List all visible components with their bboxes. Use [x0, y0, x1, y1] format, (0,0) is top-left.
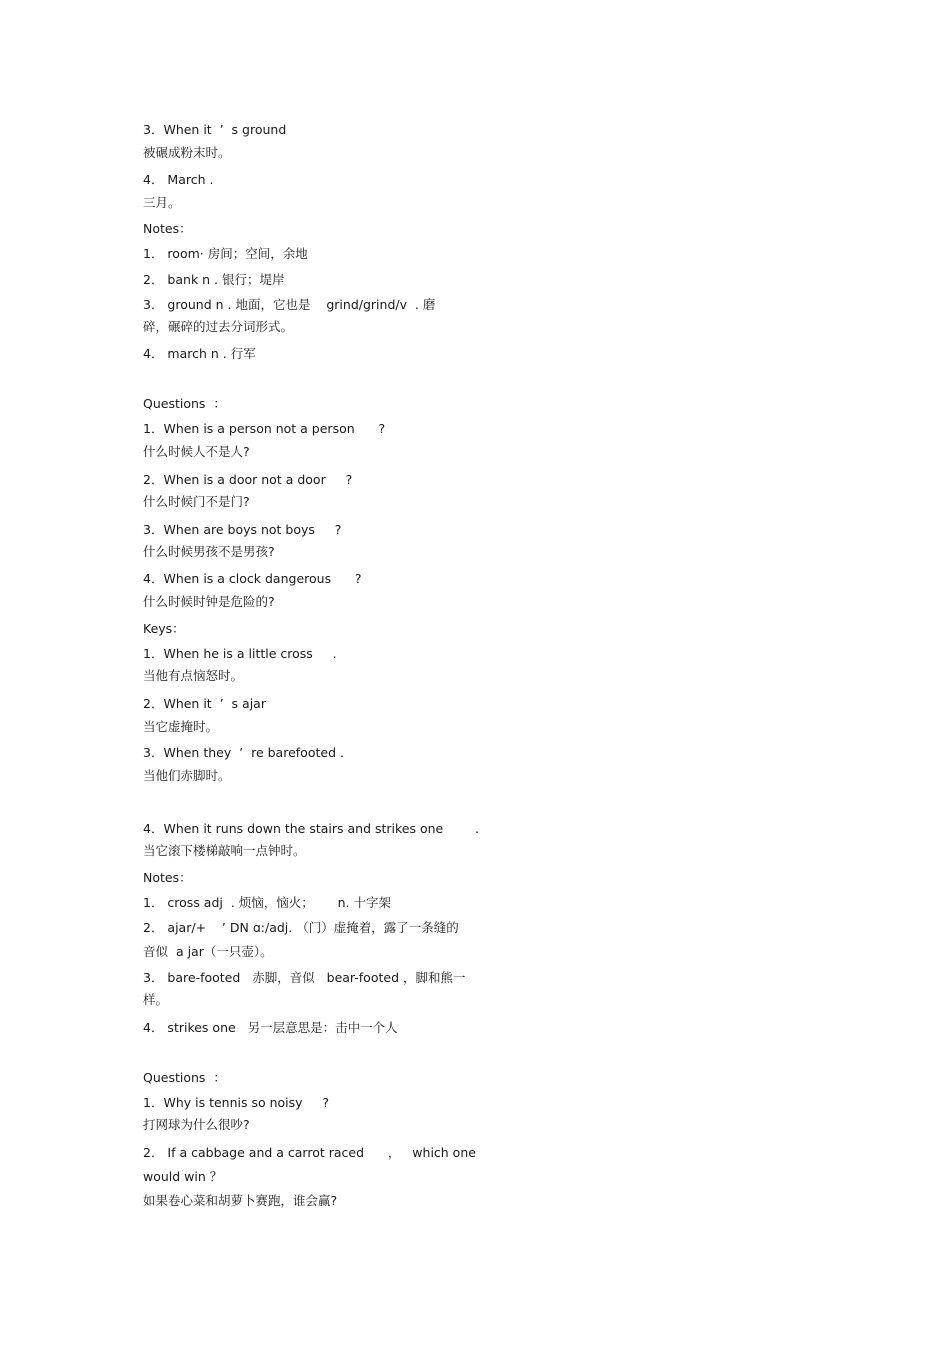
text-line: 被碾成粉末时。	[143, 145, 231, 160]
text-line: 当它滚下楼梯敲响一点钟时。	[143, 843, 306, 858]
text-line: 3． bare-footed 赤脚，音似 bear-footed ，脚和熊一	[143, 970, 466, 985]
text-line: 三月。	[143, 195, 181, 210]
text-line: 2． bank n . 银行；堤岸	[143, 272, 285, 287]
text-line: 当他们赤脚时。	[143, 768, 231, 783]
text-line: 4．When it runs down the stairs and strikes one .	[143, 821, 480, 836]
text-line: 2．When is a door not a door ?	[143, 472, 353, 487]
text-line: 3．When they ’ re barefooted .	[143, 745, 344, 760]
text-line: 音似 a jar（一只壶）。	[143, 944, 273, 959]
text-line: 当他有点恼怒时。	[143, 668, 244, 683]
section-heading: Questions ：	[143, 396, 226, 411]
text-line: 1．When is a person not a person ?	[143, 421, 386, 436]
text-line: 如果卷心菜和胡萝卜赛跑，谁会赢?	[143, 1193, 338, 1208]
text-line: 什么时候人不是人?	[143, 444, 250, 459]
text-line: 什么时候时钟是危险的?	[143, 594, 275, 609]
text-line: 3．When are boys not boys ?	[143, 522, 342, 537]
text-line: 2． If a cabbage and a carrot raced ， which one	[143, 1145, 476, 1160]
text-line: 4． strikes one 另一层意思是：击中一个人	[143, 1020, 398, 1035]
section-heading: Keys：	[143, 621, 185, 636]
section-heading: Questions ：	[143, 1070, 226, 1085]
text-line: 3． ground n . 地面，它也是 grind/grind/v . 磨	[143, 297, 436, 312]
text-line: 打网球为什么很吵?	[143, 1117, 250, 1132]
text-line: 1． cross adj . 烦恼，恼火； n. 十字架	[143, 895, 391, 910]
text-line: 1．When he is a little cross .	[143, 646, 337, 661]
text-line: 4． march n . 行军	[143, 346, 256, 361]
text-line: 2．When it ’ s ajar	[143, 696, 266, 711]
section-heading: Notes：	[143, 870, 192, 885]
text-line: 碎，碾碎的过去分词形式。	[143, 319, 294, 334]
text-line: 4． March .	[143, 172, 214, 187]
text-line: 样。	[143, 992, 169, 1007]
text-line: 当它虚掩时。	[143, 719, 219, 734]
section-heading: Notes：	[143, 221, 192, 236]
text-line: would win ？	[143, 1169, 223, 1184]
text-line: 1．Why is tennis so noisy ?	[143, 1095, 330, 1110]
text-line: 4．When is a clock dangerous ?	[143, 571, 362, 586]
text-line: 什么时候门不是门?	[143, 494, 250, 509]
text-line: 3．When it ’ s ground	[143, 122, 287, 137]
text-line: 2． ajar/+ ’ DN ɑ:/adj. （门）虚掩着，露了一条缝的	[143, 920, 459, 935]
text-line: 1． room· 房间；空间，余地	[143, 246, 308, 261]
text-line: 什么时候男孩不是男孩?	[143, 544, 275, 559]
